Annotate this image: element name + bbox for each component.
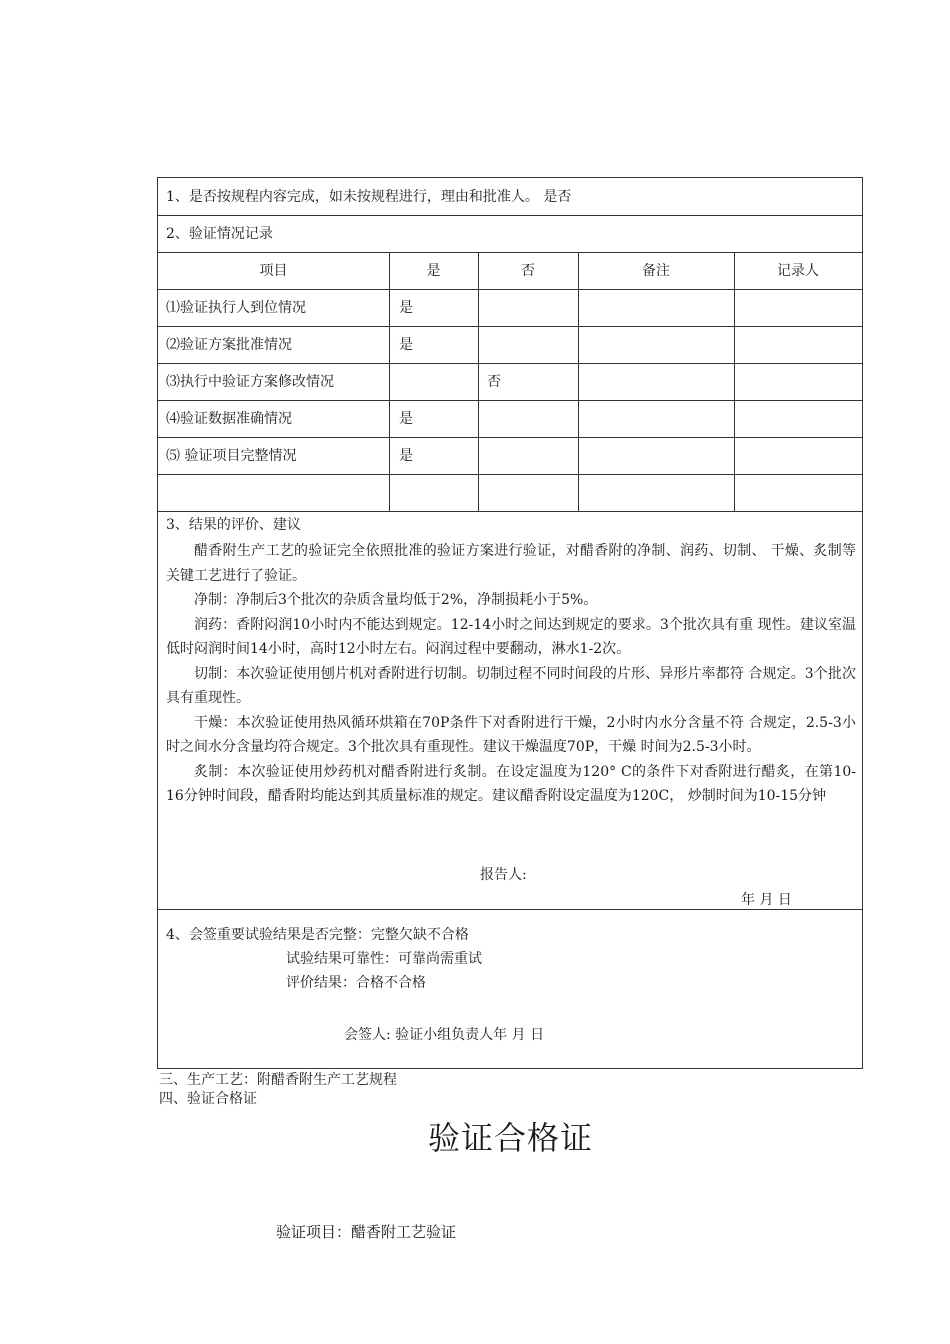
section-3-body [166,539,856,809]
section-3-title: 3、结果的评价、建议 [166,517,301,533]
countersign-line: 会签人: 验证小组负责人年 月 日 [344,1027,545,1043]
column-divider [734,252,735,511]
table-row-item: ⑴验证执行人到位情况 [166,300,306,316]
evaluation-paragraph: 净制：净制后3个批次的杂质含量均低于2%，净制损耗小于5%。 [194,592,598,608]
production-process-heading: 三、生产工艺：附醋香附生产工艺规程 [159,1072,397,1088]
report-date: 年 月 日 [741,892,792,908]
certificate-project: 验证项目：醋香附工艺验证 [276,1223,457,1241]
question-1: 1、是否按规程内容完成，如未按规程进行，理由和批准人。 是否 [166,189,572,205]
header-recorder: 记录人 [777,263,819,279]
table-row-yes: 是 [399,300,413,316]
row-divider [158,909,862,910]
header-no: 否 [521,263,535,279]
row-divider [158,289,862,290]
question-2: 2、验证情况记录 [166,226,273,242]
table-row-yes: 是 [399,411,413,427]
header-yes: 是 [426,263,441,279]
row-divider [158,474,862,475]
evaluation-paragraph: 醋香附生产工艺的验证完全依照批准的验证方案进行验证，对醋香附的净制、润药、切制、 干燥、炙制等关键工艺进行了验证。 [166,543,856,584]
section-4-line-3: 评价结果：合格不合格 [286,975,426,991]
table-row-yes: 是 [399,448,413,464]
table-row-yes: 是 [399,337,413,353]
header-note: 备注 [642,263,670,279]
table-row-item: ⑸ 验证项目完整情况 [166,448,297,464]
column-divider [389,252,390,511]
evaluation-paragraph: 切制：本次验证使用刨片机对香附进行切制。切制过程不同时间段的片形、异形片率都符 合规定。3个批次具有重现性。 [166,665,856,706]
validation-record-form [157,177,863,1069]
row-divider [158,511,862,512]
certificate-heading: 四、验证合格证 [159,1091,257,1107]
column-divider [478,252,479,511]
table-row-no: 否 [487,374,501,390]
row-divider [158,400,862,401]
row-divider [158,252,862,253]
row-divider [158,215,862,216]
section-4-line-1: 4、会签重要试验结果是否完整：完整欠缺不合格 [166,927,469,943]
reporter-label: 报告人: [480,867,527,883]
table-row-item: ⑷验证数据准确情况 [166,411,292,427]
certificate-title: 验证合格证 [428,1119,594,1157]
table-row-item: ⑵验证方案批准情况 [166,337,292,353]
evaluation-paragraph: 干燥：本次验证使用热风循环烘箱在70P条件下对香附进行干燥，2小时内水分含量不符 合规定，2.5-3小时之间水分含量均符合规定。3个批次具有重现性。建议干燥温度70P，干燥 时间为2.5-3小时。 [166,714,856,755]
row-divider [158,326,862,327]
row-divider [158,437,862,438]
evaluation-paragraph: 润药：香附闷润10小时内不能达到规定。12-14小时之间达到规定的要求。3个批次具有重 现性。建议室温低时闷润时间14小时，高时12小时左右。闷润过程中要翻动，淋水1-2次。 [166,616,856,657]
section-4-line-2: 试验结果可靠性：可靠尚需重试 [286,951,482,967]
table-row-item: ⑶执行中验证方案修改情况 [166,374,334,390]
row-divider [158,363,862,364]
evaluation-paragraph: 炙制：本次验证使用炒药机对醋香附进行炙制。在设定温度为120° C的条件下对香附进行醋炙，在第10-16分钟时间段，醋香附均能达到其质量标准的规定。建议醋香附设定温度为120C， 炒制时间为10-15分钟 [166,763,856,804]
column-divider [578,252,579,511]
header-item: 项目 [259,263,288,279]
